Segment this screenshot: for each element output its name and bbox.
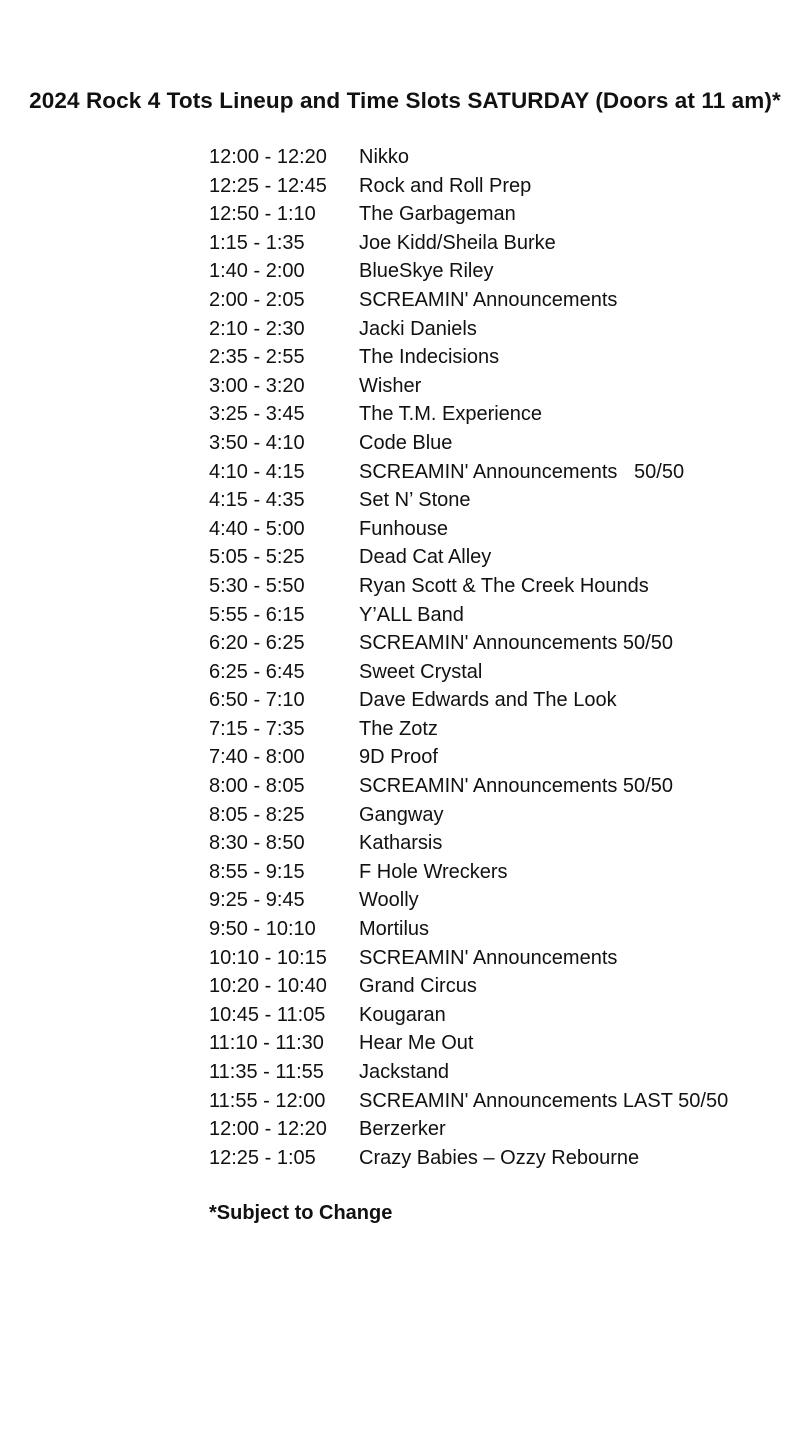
time-slot: 5:05 - 5:25 xyxy=(209,546,305,569)
time-slot: 5:30 - 5:50 xyxy=(209,574,305,597)
time-slot: 12:25 - 12:45 xyxy=(209,174,327,197)
schedule-row xyxy=(209,1058,789,1087)
schedule-list xyxy=(209,143,789,1172)
schedule-row xyxy=(209,658,789,687)
act-name: SCREAMIN' Announcements 50/50 xyxy=(359,460,685,483)
act-name: Wisher xyxy=(359,374,422,397)
act-name: Grand Circus xyxy=(359,975,477,998)
time-slot: 11:10 - 11:30 xyxy=(209,1032,324,1055)
schedule-row xyxy=(209,400,789,429)
schedule-row xyxy=(209,1001,789,1030)
act-name: Jackstand xyxy=(359,1061,450,1083)
schedule-row xyxy=(209,229,789,258)
schedule-row xyxy=(209,743,789,772)
act-name: Set N’ Stone xyxy=(359,489,471,512)
schedule-row xyxy=(209,515,789,544)
page-title: 2024 Rock 4 Tots Lineup and Time Slots SATURDAY (Doors at 11 am)* xyxy=(29,88,781,113)
time-slot: 8:05 - 8:25 xyxy=(209,803,305,826)
act-name: Gangway xyxy=(359,803,444,826)
schedule-row xyxy=(209,200,789,229)
schedule-row xyxy=(209,1087,789,1116)
time-slot: 4:40 - 5:00 xyxy=(209,517,305,540)
act-name: The Garbageman xyxy=(359,203,516,226)
act-name: Dave Edwards and The Look xyxy=(359,689,617,712)
time-slot: 9:25 - 9:45 xyxy=(209,889,305,912)
time-slot: 7:15 - 7:35 xyxy=(209,717,305,740)
act-name: Y’ALL Band xyxy=(359,603,464,626)
schedule-row xyxy=(209,715,789,744)
act-name: Sweet Crystal xyxy=(359,660,483,683)
schedule-row xyxy=(209,429,789,458)
time-slot: 8:30 - 8:50 xyxy=(209,832,305,855)
time-slot: 11:35 - 11:55 xyxy=(209,1061,324,1083)
act-name: F Hole Wreckers xyxy=(359,860,508,883)
schedule-row xyxy=(209,972,789,1001)
time-slot: 12:25 - 1:05 xyxy=(209,1146,316,1169)
act-name: SCREAMIN' Announcements xyxy=(359,288,618,311)
act-name: Funhouse xyxy=(359,517,448,540)
time-slot: 3:00 - 3:20 xyxy=(209,374,305,397)
time-slot: 8:00 - 8:05 xyxy=(209,775,305,798)
time-slot: 6:25 - 6:45 xyxy=(209,660,305,683)
time-slot: 3:25 - 3:45 xyxy=(209,403,305,426)
act-name: Ryan Scott & The Creek Hounds xyxy=(359,574,649,597)
schedule-row xyxy=(209,1029,789,1058)
act-name: Code Blue xyxy=(359,431,453,454)
time-slot: 8:55 - 9:15 xyxy=(209,860,305,883)
time-slot: 1:15 - 1:35 xyxy=(209,231,305,254)
schedule-row xyxy=(209,915,789,944)
act-name: The T.M. Experience xyxy=(359,403,543,426)
schedule-row xyxy=(209,172,789,201)
time-slot: 6:20 - 6:25 xyxy=(209,632,305,655)
act-name: Dead Cat Alley xyxy=(359,546,492,569)
time-slot: 7:40 - 8:00 xyxy=(209,746,305,769)
act-name: SCREAMIN' Announcements xyxy=(359,946,618,969)
schedule-row xyxy=(209,801,789,830)
time-slot: 2:10 - 2:30 xyxy=(209,317,305,340)
time-slot: 2:35 - 2:55 xyxy=(209,346,305,369)
time-slot: 3:50 - 4:10 xyxy=(209,431,305,454)
footnote: *Subject to Change xyxy=(209,1202,393,1224)
act-name: Mortilus xyxy=(359,918,430,941)
act-name: The Indecisions xyxy=(359,346,500,369)
time-slot: 12:00 - 12:20 xyxy=(209,1118,327,1141)
time-slot: 10:20 - 10:40 xyxy=(209,975,327,998)
act-name: 9D Proof xyxy=(359,746,438,769)
act-name: Rock and Roll Prep xyxy=(359,174,532,197)
schedule-row xyxy=(209,543,789,572)
schedule-row xyxy=(209,286,789,315)
act-name: Joe Kidd/Sheila Burke xyxy=(359,231,556,254)
schedule-row xyxy=(209,629,789,658)
act-name: SCREAMIN' Announcements 50/50 xyxy=(359,775,673,798)
schedule-row xyxy=(209,858,789,887)
act-name: The Zotz xyxy=(359,717,438,740)
time-slot: 12:50 - 1:10 xyxy=(209,203,316,226)
act-name: Berzerker xyxy=(359,1118,446,1141)
act-name: SCREAMIN' Announcements 50/50 xyxy=(359,632,673,655)
time-slot: 10:10 - 10:15 xyxy=(209,946,327,969)
schedule-row xyxy=(209,1144,789,1173)
time-slot: 2:00 - 2:05 xyxy=(209,288,305,311)
time-slot: 6:50 - 7:10 xyxy=(209,689,305,712)
time-slot: 4:10 - 4:15 xyxy=(209,460,305,483)
act-name: BlueSkye Riley xyxy=(359,260,494,283)
time-slot: 10:45 - 11:05 xyxy=(209,1003,326,1026)
schedule-row xyxy=(209,486,789,515)
schedule-row xyxy=(209,886,789,915)
time-slot: 11:55 - 12:00 xyxy=(209,1089,326,1112)
act-name: Katharsis xyxy=(359,832,443,855)
schedule-row xyxy=(209,343,789,372)
time-slot: 4:15 - 4:35 xyxy=(209,489,305,512)
schedule-row xyxy=(209,572,789,601)
schedule-row xyxy=(209,944,789,973)
schedule-row xyxy=(209,601,789,630)
time-slot: 12:00 - 12:20 xyxy=(209,146,327,168)
schedule-row xyxy=(209,458,789,487)
schedule-row xyxy=(209,1115,789,1144)
time-slot: 9:50 - 10:10 xyxy=(209,918,316,941)
time-slot: 1:40 - 2:00 xyxy=(209,260,305,283)
schedule-row xyxy=(209,257,789,286)
schedule-row xyxy=(209,372,789,401)
schedule-row xyxy=(209,315,789,344)
schedule-row xyxy=(209,829,789,858)
act-name: Woolly xyxy=(359,889,419,912)
act-name: SCREAMIN' Announcements LAST 50/50 xyxy=(359,1089,729,1112)
act-name: Hear Me Out xyxy=(359,1032,474,1055)
act-name: Kougaran xyxy=(359,1003,446,1026)
act-name: Nikko xyxy=(359,146,410,168)
schedule-row xyxy=(209,772,789,801)
schedule-row xyxy=(209,686,789,715)
time-slot: 5:55 - 6:15 xyxy=(209,603,305,626)
act-name: Jacki Daniels xyxy=(359,317,477,340)
act-name: Crazy Babies – Ozzy Rebourne xyxy=(359,1146,640,1169)
schedule-row xyxy=(209,143,789,172)
